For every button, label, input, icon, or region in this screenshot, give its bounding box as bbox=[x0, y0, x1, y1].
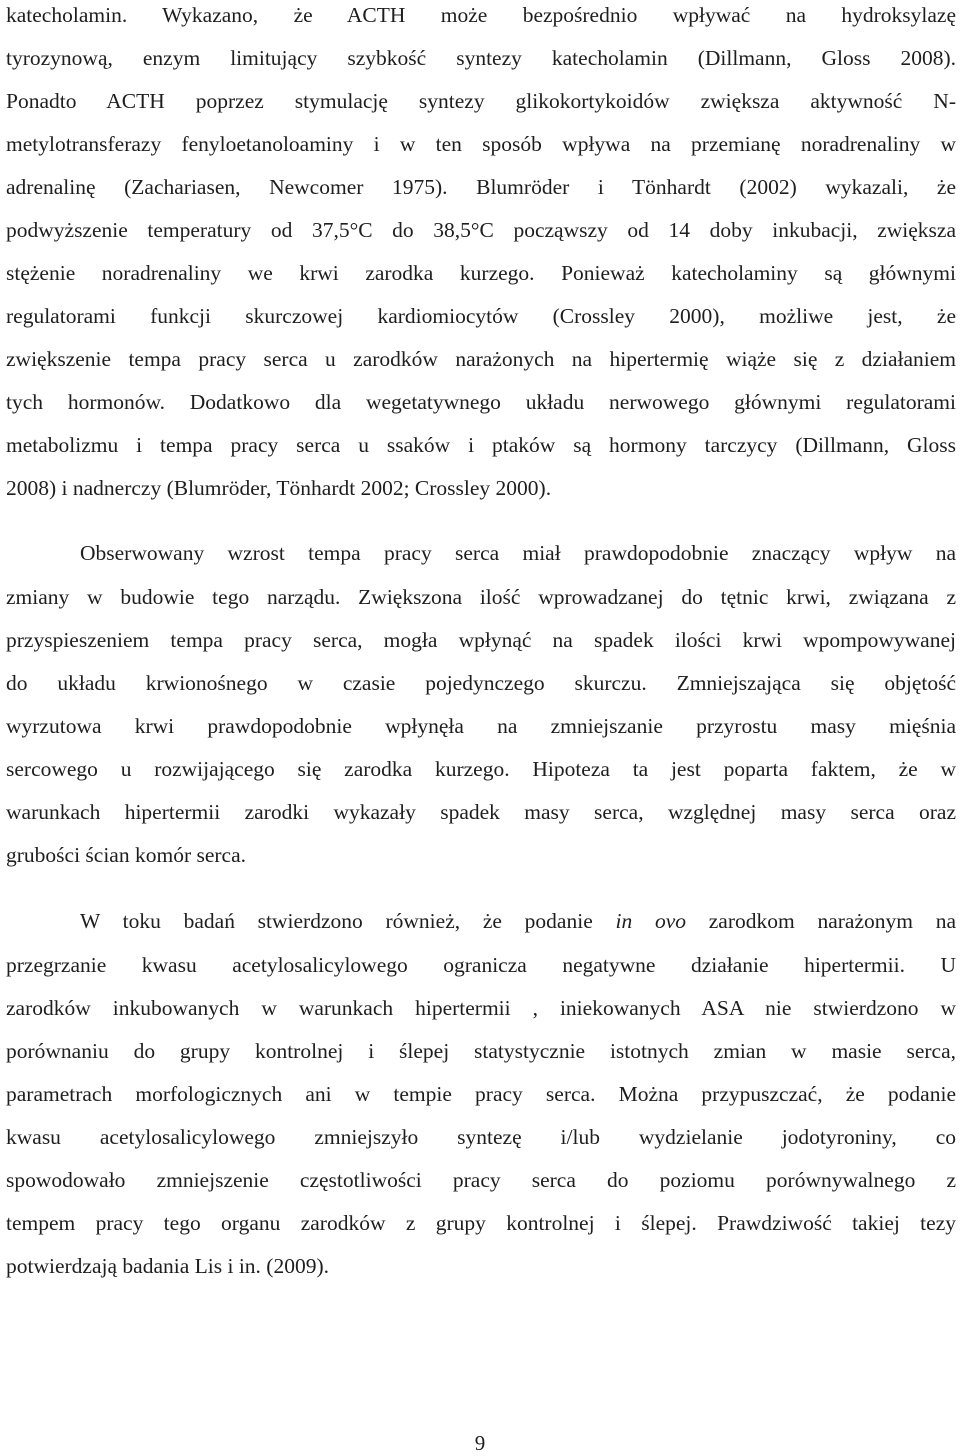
text-run: W toku badań stwierdzono również, że podanie bbox=[80, 909, 593, 933]
text-line: metylotransferazy fenyloetanoloaminy i w ten sposób wpływa na przemianę noradrenaliny w bbox=[6, 132, 956, 156]
text-line: przyspieszeniem tempa pracy serca, mogła wpłynąć na spadek ilości krwi wpompowywanej bbox=[6, 628, 956, 652]
text-line: grubości ścian komór serca. bbox=[6, 843, 247, 867]
text-line: sercowego u rozwijającego się zarodka kurzego. Hipoteza ta jest poparta faktem, że w bbox=[6, 757, 956, 781]
text-line: spowodowało zmniejszenie częstotliwości pracy serca do poziomu porównywalnego z bbox=[6, 1168, 956, 1192]
text-line: kwasu acetylosalicylowego zmniejszyło syntezę i/lub wydzielanie jodotyroniny, co bbox=[6, 1125, 956, 1149]
text-line: Ponadto ACTH poprzez stymulację syntezy glikokortykoidów zwiększa aktywność N- bbox=[6, 89, 956, 113]
page-number: 9 bbox=[474, 1431, 486, 1455]
text-line: warunkach hipertermii zarodki wykazały spadek masy serca, względnej masy serca oraz bbox=[6, 800, 956, 824]
text-line: Obserwowany wzrost tempa pracy serca miał prawdopodobnie znaczący wpływ na bbox=[80, 541, 956, 565]
text-line: regulatorami funkcji skurczowej kardiomiocytów (Crossley 2000), możliwe jest, że bbox=[6, 304, 956, 328]
italic-term: in ovo bbox=[615, 909, 687, 933]
text-line: podwyższenie temperatury od 37,5°C do 38,5°C począwszy od 14 doby inkubacji, zwiększa bbox=[6, 218, 956, 242]
text-line: zmiany w budowie tego narządu. Zwiększona ilość wprowadzanej do tętnic krwi, związana z bbox=[6, 585, 956, 609]
text-line: 2008) i nadnerczy (Blumröder, Tönhardt 2002; Crossley 2000). bbox=[6, 476, 552, 500]
text-line: wyrzutowa krwi prawdopodobnie wpłynęła na zmniejszanie przyrostu masy mięśnia bbox=[6, 714, 956, 738]
text-line: tempem pracy tego organu zarodków z grupy kontrolnej i ślepej. Prawdziwość takiej tezy bbox=[6, 1211, 956, 1235]
text-run: zarodkom narażonym na bbox=[708, 909, 957, 933]
text-line: parametrach morfologicznych ani w tempie pracy serca. Można przypuszczać, że podanie bbox=[6, 1082, 956, 1106]
text-line bbox=[80, 906, 956, 936]
text-line: przegrzanie kwasu acetylosalicylowego ogranicza negatywne działanie hipertermii. U bbox=[6, 953, 956, 977]
text-line: porównaniu do grupy kontrolnej i ślepej statystycznie istotnych zmian w masie serca, bbox=[6, 1039, 956, 1063]
text-line: do układu krwionośnego w czasie pojedynczego skurczu. Zmniejszająca się objętość bbox=[6, 671, 956, 695]
text-line: potwierdzają badania Lis i in. (2009). bbox=[6, 1254, 329, 1278]
text-line: metabolizmu i tempa pracy serca u ssaków i ptaków są hormony tarczycy (Dillmann, Gloss bbox=[6, 433, 956, 457]
text-line: adrenalinę (Zachariasen, Newcomer 1975). Blumröder i Tönhardt (2002) wykazali, że bbox=[6, 175, 956, 199]
text-line: tyrozynową, enzym limitujący szybkość syntezy katecholamin (Dillmann, Gloss 2008). bbox=[6, 46, 956, 70]
text-line: stężenie noradrenaliny we krwi zarodka kurzego. Ponieważ katecholaminy są głównymi bbox=[6, 261, 956, 285]
text-line: tych hormonów. Dodatkowo dla wegetatywnego układu nerwowego głównymi regulatorami bbox=[6, 390, 956, 414]
text-line: zwiększenie tempa pracy serca u zarodków narażonych na hipertermię wiąże się z działaniem bbox=[6, 347, 956, 371]
text-line: katecholamin. Wykazano, że ACTH może bezpośrednio wpływać na hydroksylazę bbox=[6, 3, 956, 27]
text-line: zarodków inkubowanych w warunkach hipertermii , iniekowanych ASA nie stwierdzono w bbox=[6, 996, 956, 1020]
